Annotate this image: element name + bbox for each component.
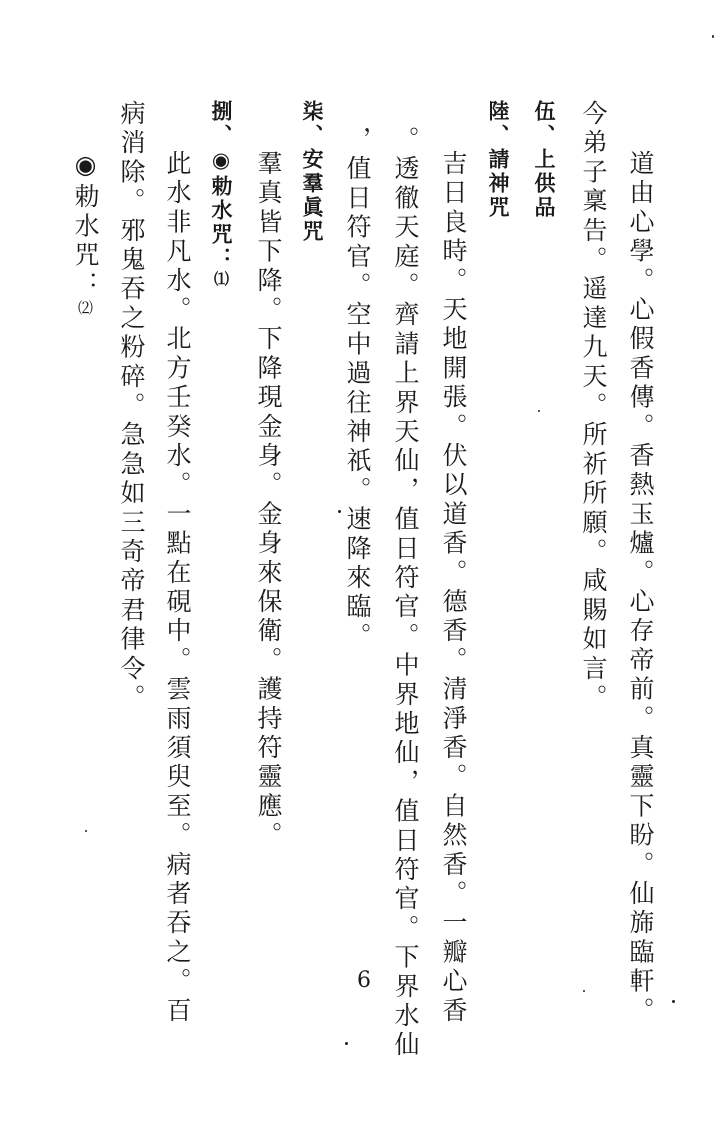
scan-speck: [712, 35, 714, 38]
scan-speck: [672, 1000, 675, 1003]
scan-speck: [538, 410, 540, 412]
text-column-3: 吉日良時。天地開張。伏以道香。德香。清淨香。自然香。一瓣心香: [439, 150, 468, 1026]
text-column-7: 此水非凡水。北方壬癸水。一點在硯中。雲雨須臾至。病者吞之。百: [163, 150, 192, 1026]
scan-speck: [345, 1042, 348, 1045]
scan-speck: [338, 510, 341, 513]
section-heading-8-text: 捌、◉勅水咒：: [209, 100, 233, 271]
text-column-1: 道由心學。心假香傳。香熱玉爐。心存帝前。真靈下盼。仙旆臨軒。: [626, 150, 655, 1026]
section-heading-7: 柒、安羣眞咒: [300, 100, 324, 244]
scan-speck: [85, 830, 87, 832]
section-heading-5: 伍、上供品: [532, 100, 556, 220]
text-column-8: 病消除。邪鬼吞之粉碎。急急如三奇帝君律令。: [117, 100, 146, 714]
text-column-6: 羣真皆下降。下降現金身。金身來保衛。護持符靈應。: [254, 150, 283, 851]
text-column-9: [73, 150, 98, 315]
section-heading-6: 陸、請神咒: [486, 100, 510, 220]
text-column-4: 。透徹天庭。齊請上界天仙，值日符官。中界地仙，值日符官。下界水仙: [391, 126, 420, 1061]
text-column-5: ，值日符官。空中過往神祇。速降來臨。: [343, 126, 372, 652]
section-heading-8: [210, 100, 231, 286]
footnote-marker-2: ⑵: [76, 300, 94, 315]
text-column-9-text: ◉勅水咒：: [71, 150, 100, 300]
text-column-2: 今弟子稟告。遥達九天。所祈所願。咸賜如言。: [579, 100, 608, 714]
scan-speck: [583, 990, 585, 992]
footnote-marker-1: ⑴: [212, 271, 230, 286]
page-number: 6: [357, 968, 371, 993]
